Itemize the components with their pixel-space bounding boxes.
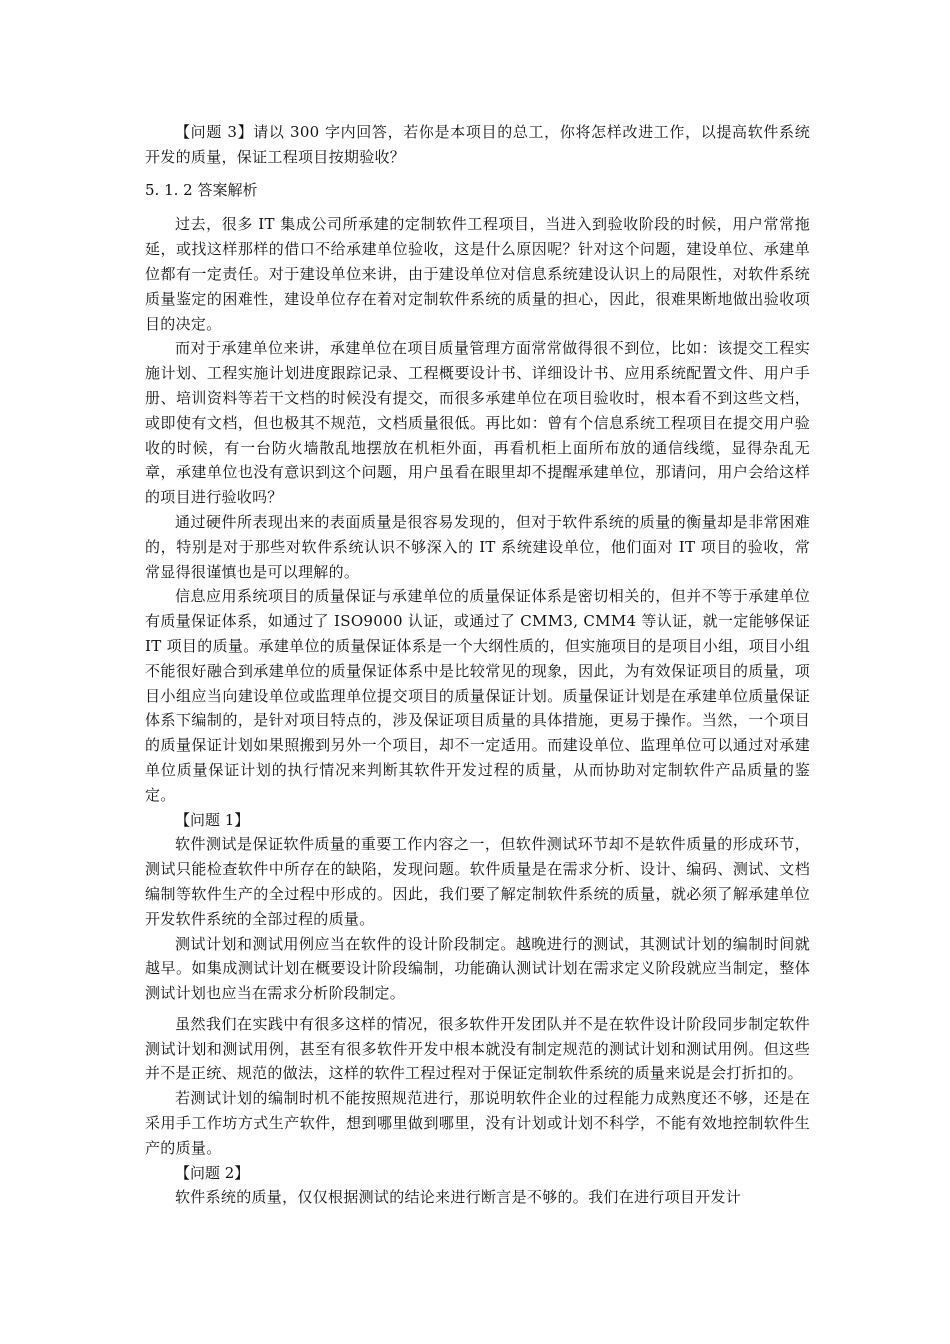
question-1-paragraph: 虽然我们在实践中有很多这样的情况，很多软件开发团队并不是在软件设计阶段同步制定软件测试计划和测试用例，甚至有很多软件开发中根本就没有制定规范的测试计划和测试用例。但这些并不是正统、规范的做法，这样的软件工程过程对于保证定制软件系统的质量来说是会打折扣的。 — [145, 1014, 810, 1083]
question-1-paragraph: 若测试计划的编制时机不能按照规范进行，那说明软件企业的过程能力成熟度还不够，还是在采用手工作坊方式生产软件，想到哪里做到哪里，没有计划或计划不科学，不能有效地控制软件生产的质量。 — [145, 1089, 810, 1157]
question-2-label: 【问题 2】 — [175, 1163, 250, 1182]
section-heading: 5. 1. 2 答案解析 — [145, 180, 258, 199]
question-2-paragraph: 软件系统的质量，仅仅根据测试的结论来进行断言是不够的。我们在进行项目开发计 — [175, 1188, 742, 1207]
question-1-paragraph: 测试计划和测试用例应当在软件的设计阶段制定。越晚进行的测试，其测试计划的编制时间就越早。如集成测试计划在概要设计阶段编制，功能确认测试计划在需求定义阶段就应当制定，整体测试计划也应当在需求分析阶段制定。 — [145, 934, 810, 1003]
question-3-prompt: 【问题 3】请以 300 字内回答，若你是本项目的总工，你将怎样改进工作，以提高软件系统开发的质量，保证工程项目按期验收？ — [145, 123, 810, 166]
question-1-paragraph: 软件测试是保证软件质量的重要工作内容之一，但软件测试环节却不是软件质量的形成环节，测试只能检查软件中所存在的缺陷，发现问题。软件质量是在需求分析、设计、编码、测试、文档编制等软件生产的全过程中形成的。因此，我们要了解定制软件系统的质量，就必须了解承建单位开发软件系统的全部过程的质量。 — [145, 835, 810, 928]
body-paragraph: 信息应用系统项目的质量保证与承建单位的质量保证体系是密切相关的，但并不等于承建单位有质量保证体系，如通过了 ISO9000 认证，或通过了 CMM3, CMM4 等认证，就一定能够保证 IT 项目的质量。承建单位的质量保证体系是一个大纲性质的，但实施项目的是项目小组，项目小组不能很好融合到承建单位的质量保证体系中是比较常见的现象，因此，为有效保证项目的质量，项目小组应当向建设单位或监理单位提交项目的质量保证计划。质量保证计划是在承建单位质量保证体系下编制的，是针对项目特点的，涉及保证项目质量的具体措施，更易于操作。当然，一个项目的质量保证计划如果照搬到另外一个项目，却不一定适用。而建设单位、监理单位可以通过对承建单位质量保证计划的执行情况来判断其软件开发过程的质量，从而协助对定制软件产品质量的鉴定。 — [145, 587, 810, 804]
question-1-label: 【问题 1】 — [175, 810, 250, 829]
body-paragraph: 通过硬件所表现出来的表面质量是很容易发现的，但对于软件系统的质量的衡量却是非常困难的，特别是对于那些对软件系统认识不够深入的 IT 系统建设单位，他们面对 IT 项目的验收，常常显得很谨慎也是可以理解的。 — [145, 512, 810, 581]
body-paragraph: 过去，很多 IT 集成公司所承建的定制软件工程项目，当进入到验收阶段的时候，用户常常拖延，或找这样那样的借口不给承建单位验收，这是什么原因呢？针对这个问题，建设单位、承建单位都有一定责任。对于建设单位来讲，由于建设单位对信息系统建设认识上的局限性，对软件系统质量鉴定的困难性，建设单位存在着对定制软件系统的质量的担心，因此，很难果断地做出验收项目的决定。 — [145, 215, 810, 333]
body-paragraph: 而对于承建单位来讲，承建单位在项目质量管理方面常常做得很不到位，比如：该提交工程实施计划、工程实施计划进度跟踪记录、工程概要设计书、详细设计书、应用系统配置文件、用户手册、培训资料等若干文档的时候没有提交，而很多承建单位在项目验收时，根本看不到这些文档，或即使有文档，但也极其不规范，文档质量很低。再比如：曾有个信息系统工程项目在提交用户验收的时候，有一台防火墙散乱地摆放在机柜外面，再看机柜上面所布放的通信线缆，显得杂乱无章，承建单位也没有意识到这个问题，用户虽看在眼里却不提醒承建单位，那请问，用户会给这样的项目进行验收吗？ — [145, 339, 810, 507]
document-page — [145, 120, 810, 1210]
